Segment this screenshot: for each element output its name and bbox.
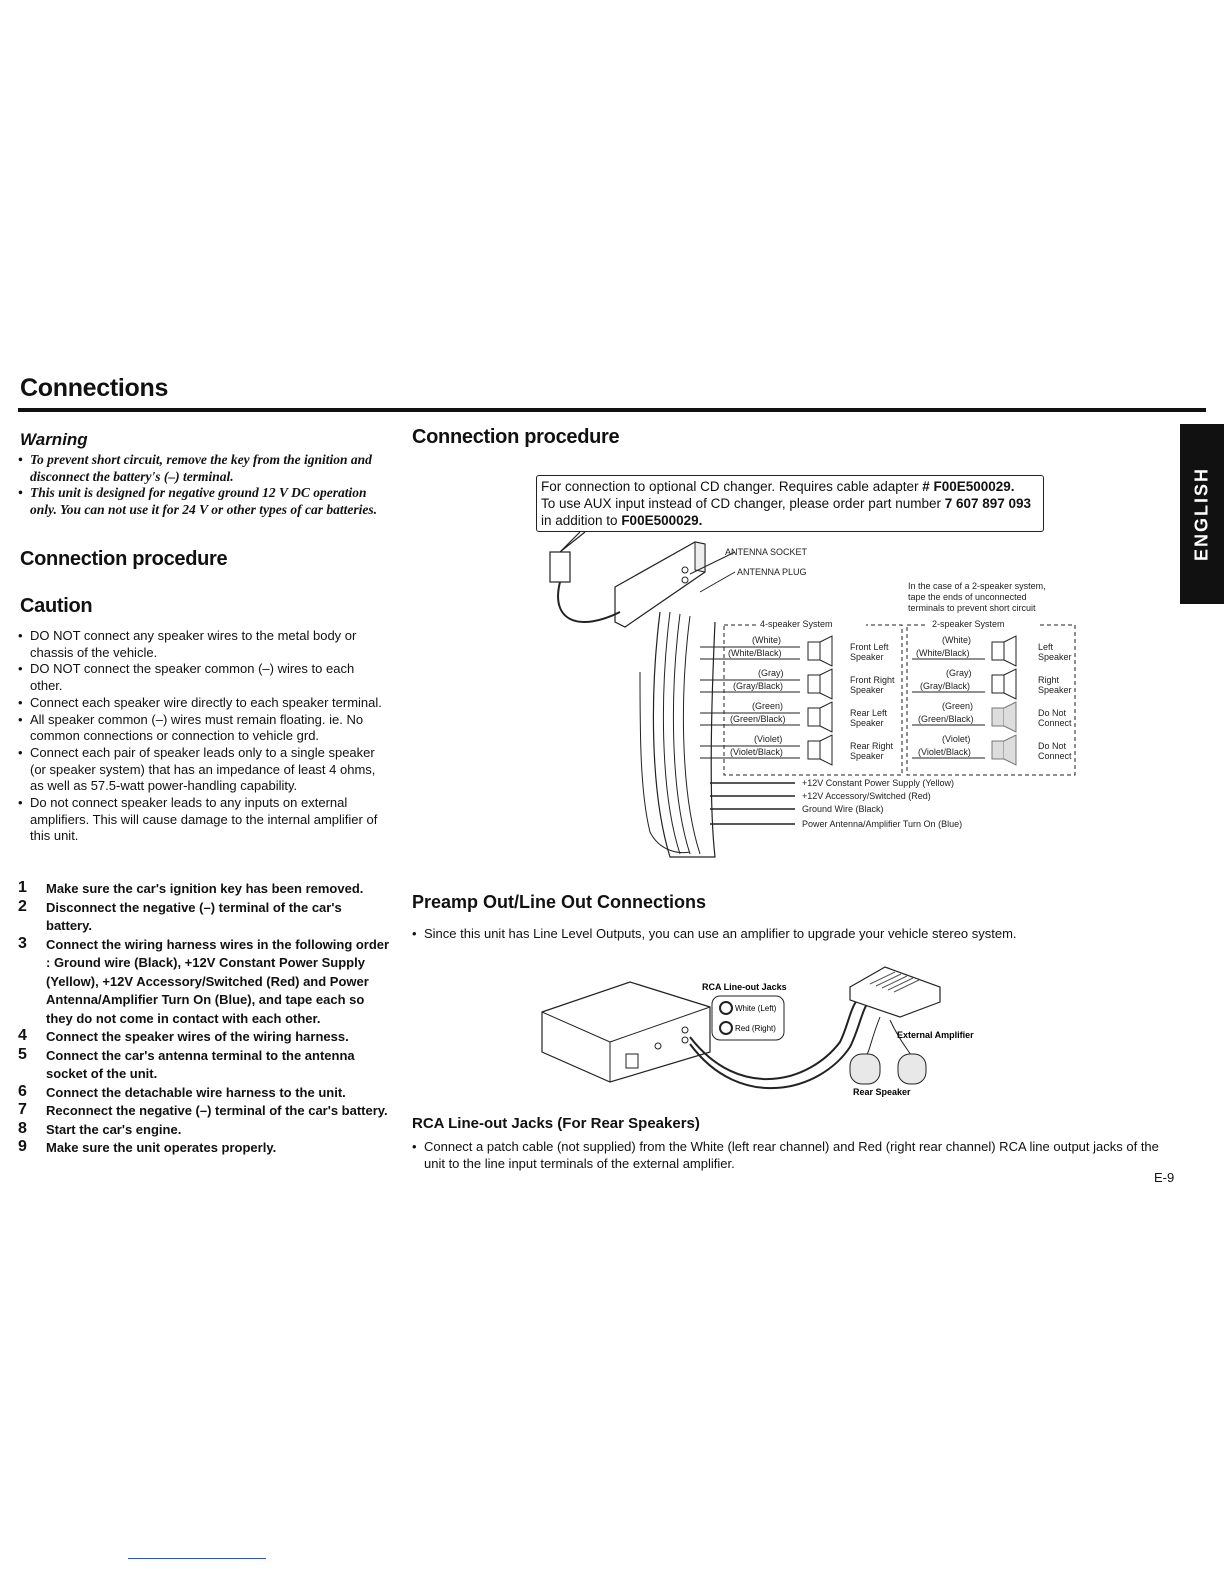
white-jack-label: White (Left): [735, 1004, 777, 1013]
two-speaker-row: [912, 701, 1072, 732]
step-number: 6: [18, 1082, 27, 1100]
speaker-label: Connect: [1038, 718, 1072, 728]
right-procedure-heading: Connection procedure: [412, 426, 620, 448]
two-speaker-row: [912, 734, 1072, 765]
power-wire-label: Power Antenna/Amplifier Turn On (Blue): [802, 819, 963, 829]
speaker-label: Speaker: [1038, 652, 1072, 662]
speaker-label: Rear Right: [850, 741, 894, 751]
speaker-icon: [1004, 702, 1016, 732]
wire-plus-label: (Violet): [942, 734, 971, 744]
step-number: 5: [18, 1045, 27, 1063]
caution-item: • All speaker common (–) wires must remain floating. ie. No common connections or connection to vehicle grd.: [18, 712, 390, 745]
speaker-icon: [1004, 636, 1016, 666]
power-wire-label: +12V Accessory/Switched (Red): [802, 791, 931, 801]
caution-list: [18, 628, 390, 845]
amplifier-label: External Amplifier: [897, 1030, 974, 1040]
note-line3: in addition to: [541, 513, 622, 528]
step-item: [18, 899, 390, 936]
speaker-icon: [820, 735, 832, 765]
step-text: Disconnect the negative (–) terminal of the car's battery.: [46, 899, 342, 933]
two-speaker-row: [912, 668, 1072, 699]
rca-heading: RCA Line-out Jacks (For Rear Speakers): [412, 1115, 700, 1132]
wire-plus-label: (Gray): [758, 668, 784, 678]
preamp-text-content: Since this unit has Line Level Outputs, you can use an amplifier to upgrade your vehicle stereo system.: [424, 926, 1017, 941]
wire-minus-label: (Green/Black): [730, 714, 786, 724]
red-jack-label: Red (Right): [735, 1024, 776, 1033]
speaker-label: Right: [1038, 675, 1060, 685]
step-number: 8: [18, 1119, 27, 1137]
cd-connector-icon: [550, 552, 570, 582]
page-title: Connections: [20, 374, 169, 402]
speaker-label: Speaker: [850, 718, 884, 728]
rca-text-content: Connect a patch cable (not supplied) from the White (left rear channel) and Red (right rear channel) RCA line output jacks of the unit to the line input terminals of the external amplifier.: [424, 1139, 1159, 1171]
wire-minus-label: (White/Black): [916, 648, 970, 658]
wire-plus-label: (Gray): [946, 668, 972, 678]
step-text: Connect the wiring harness wires in the following order : Ground wire (Black), +12V Constant Power Supply (Yellow), +12V Accessory/Switched (Red) and Power Antenna/Amplifier Turn On (Blue), and tape each so they do not come in contact with each other.: [46, 936, 390, 1026]
two-speaker-label: 2-speaker System: [932, 619, 1005, 629]
wire-plus-label: (White): [752, 635, 781, 645]
wire-minus-label: (Green/Black): [918, 714, 974, 724]
four-speaker-row: [700, 701, 888, 732]
wire-plus-label: (White): [942, 635, 971, 645]
wire-minus-label: (Violet/Black): [918, 747, 971, 757]
step-text: Connect the detachable wire harness to the unit.: [46, 1084, 346, 1100]
step-number: 1: [18, 879, 27, 896]
speaker-label: Do Not: [1038, 708, 1067, 718]
warning-heading: Warning: [20, 430, 88, 449]
note-line1-part: # F00E500029.: [922, 479, 1015, 494]
step-text: Reconnect the negative (–) terminal of the car's battery.: [46, 1103, 388, 1118]
wire-plus-label: (Green): [752, 701, 784, 711]
speaker-icon: [1004, 669, 1016, 699]
page-number: E-9: [1154, 1170, 1175, 1185]
preamp-text: • Since this unit has Line Level Outputs, you can use an amplifier to upgrade your vehicle stereo system.: [412, 926, 1017, 941]
warning-item: • To prevent short circuit, remove the key from the ignition and disconnect the battery's (–) terminal.: [18, 452, 390, 485]
footer-line: [128, 1558, 266, 1559]
speaker-label: Rear Left: [850, 708, 888, 718]
two-speaker-note-line: In the case of a 2-speaker system,: [908, 581, 1046, 591]
preamp-heading: Preamp Out/Line Out Connections: [412, 892, 707, 912]
two-speaker-note-line: terminals to prevent short circuit: [908, 603, 1036, 613]
rca-text: • Connect a patch cable (not supplied) from the White (left rear channel) and Red (right rear channel) RCA line output jacks of the unit to the line input terminals of the external amplifier.: [412, 1139, 1159, 1171]
step-text: Start the car's engine.: [46, 1121, 182, 1137]
speaker-label: Speaker: [850, 685, 884, 695]
two-speaker-note-line: tape the ends of unconnected: [908, 592, 1027, 602]
wire-plus-label: (Violet): [754, 734, 783, 744]
speaker-label: Left: [1038, 642, 1054, 652]
wire-minus-label: (White/Black): [728, 648, 782, 658]
speaker-label: Speaker: [850, 652, 884, 662]
step-text: Make sure the unit operates properly.: [46, 1140, 277, 1155]
language-tab-label: ENGLISH: [1191, 466, 1212, 562]
four-speaker-row: [700, 734, 894, 765]
speaker-label: Speaker: [850, 751, 884, 761]
caution-heading: Caution: [20, 595, 93, 617]
step-text: Make sure the car's ignition key has been removed.: [46, 881, 364, 896]
speaker-icon: [820, 702, 832, 732]
note-line1: For connection to optional CD changer. Requires cable adapter: [541, 479, 923, 494]
language-tab: [1180, 424, 1224, 604]
step-item: [18, 1139, 390, 1158]
note-line2-part: 7 607 897 093: [944, 496, 1032, 511]
rear-speaker-label: Rear Speaker: [853, 1087, 911, 1097]
wire-minus-label: (Gray/Black): [920, 681, 971, 691]
four-speaker-row: [700, 668, 895, 699]
rear-speaker-icon: [850, 1054, 880, 1084]
speaker-label: Connect: [1038, 751, 1072, 761]
caution-item: • Do not connect speaker leads to any inputs on external amplifiers. This will cause damage to the internal amplifier of this unit.: [18, 795, 390, 845]
step-item: [18, 1121, 390, 1140]
speaker-icon: [820, 636, 832, 666]
four-speaker-label: 4-speaker System: [760, 619, 833, 629]
step-item: [18, 880, 390, 899]
left-procedure-heading: Connection procedure: [20, 548, 228, 570]
wiring-diagram: [540, 532, 1085, 868]
wire-plus-label: (Green): [942, 701, 974, 711]
note-line3-part: F00E500029.: [621, 513, 703, 528]
step-number: 9: [18, 1138, 27, 1155]
warning-item: • This unit is designed for negative ground 12 V DC operation only. You can not use it for 24 V or other types of car batteries.: [18, 485, 390, 518]
step-item: [18, 1084, 390, 1103]
caution-item: • DO NOT connect any speaker wires to the metal body or chassis of the vehicle.: [18, 628, 390, 661]
step-number: 3: [18, 934, 27, 952]
wire-minus-label: (Violet/Black): [730, 747, 783, 757]
step-text: Connect the speaker wires of the wiring harness.: [46, 1029, 349, 1044]
step-number: 2: [18, 897, 27, 915]
speaker-label: Do Not: [1038, 741, 1067, 751]
warning-list: [18, 452, 390, 518]
antenna-plug-label: ANTENNA PLUG: [737, 567, 807, 577]
step-item: [18, 1028, 390, 1047]
wire-minus-label: (Gray/Black): [733, 681, 784, 691]
step-item: [18, 1047, 390, 1084]
title-rule: [18, 408, 1206, 412]
antenna-socket-label: ANTENNA SOCKET: [725, 547, 808, 557]
speaker-label: Speaker: [1038, 685, 1072, 695]
speaker-icon: [1004, 735, 1016, 765]
power-wire-label: +12V Constant Power Supply (Yellow): [802, 778, 955, 788]
steps-list: [18, 880, 390, 1158]
step-item: [18, 1102, 390, 1121]
step-number: 7: [18, 1101, 27, 1118]
caution-item: • Connect each speaker wire directly to each speaker terminal.: [18, 695, 390, 712]
rear-speaker-icon: [898, 1054, 926, 1084]
caution-item: • DO NOT connect the speaker common (–) wires to each other.: [18, 661, 390, 694]
two-speaker-row: [912, 635, 1072, 666]
speaker-icon: [820, 669, 832, 699]
rca-jacks-label: RCA Line-out Jacks: [702, 982, 787, 992]
speaker-label: Front Right: [850, 675, 895, 685]
amplifier-diagram: [540, 962, 1000, 1102]
speaker-label: Front Left: [850, 642, 889, 652]
step-text: Connect the car's antenna terminal to the antenna socket of the unit.: [46, 1047, 355, 1081]
note-line2: To use AUX input instead of CD changer, please order part number: [541, 496, 945, 511]
caution-item: • Connect each pair of speaker leads only to a single speaker (or speaker system) that has an impedance of least 4 ohms, as well as 57.5-watt power-handling capability.: [18, 745, 390, 795]
step-item: [18, 936, 390, 1029]
step-number: 4: [18, 1027, 27, 1044]
power-wire-label: Ground Wire (Black): [802, 804, 884, 814]
cd-changer-note: [536, 475, 1044, 532]
four-speaker-row: [700, 635, 889, 666]
